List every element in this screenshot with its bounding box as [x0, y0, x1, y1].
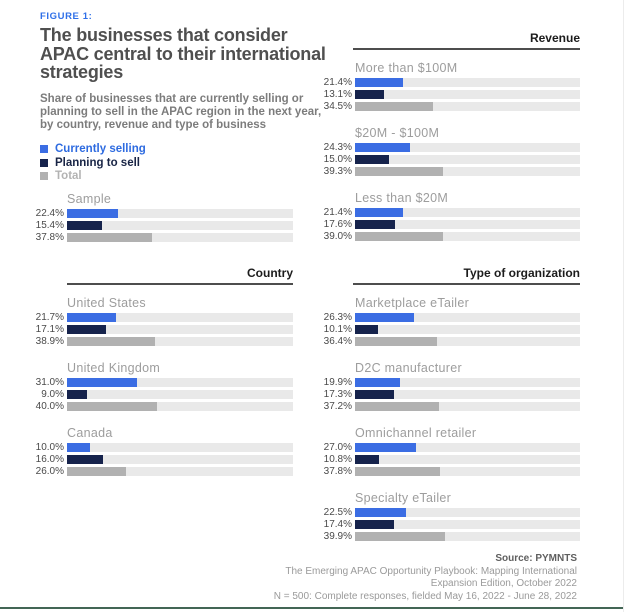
bar-row	[318, 220, 580, 229]
bar-value-label: 26.0%	[35, 466, 64, 477]
bar-track	[67, 313, 293, 322]
bar-fill-currently-selling	[67, 443, 90, 452]
bar-fill-total	[67, 467, 126, 476]
figure-label: FIGURE 1:	[40, 11, 93, 22]
bar-fill-planning-to-sell	[67, 325, 106, 334]
bar-rows	[318, 208, 580, 241]
bar-group-sample	[30, 193, 293, 245]
bar-fill-total	[355, 402, 439, 411]
bar-group-omnichannel-retailer	[318, 427, 580, 479]
group-title: Less than $20M	[355, 191, 449, 205]
bar-value-label: 36.4%	[323, 336, 352, 347]
bar-track	[355, 378, 580, 387]
bar-value-label: 27.0%	[323, 442, 352, 453]
bar-track	[355, 325, 580, 334]
figure-title: The businesses that consider APAC central to their international strategies	[40, 25, 326, 82]
bar-row	[318, 78, 580, 87]
group-title: More than $100M	[355, 61, 458, 75]
bar-row	[30, 209, 293, 218]
footer-line: N = 500: Complete responses, fielded May 16, 2022 - June 28, 2022	[273, 590, 577, 602]
bar-row	[318, 443, 580, 452]
bar-group-more-than-100m	[318, 62, 580, 114]
bar-fill-currently-selling	[355, 208, 403, 217]
bar-group-20m-100m	[318, 127, 580, 179]
legend-item-planning-to-sell	[40, 156, 340, 170]
bar-track	[355, 208, 580, 217]
header-block	[40, 11, 340, 183]
bar-track	[355, 90, 580, 99]
bar-track	[67, 390, 293, 399]
bar-value-label: 24.3%	[323, 142, 352, 153]
bar-rows	[30, 209, 293, 242]
footer-line: Expansion Edition, October 2022	[430, 578, 577, 589]
bar-fill-planning-to-sell	[355, 90, 384, 99]
bar-group-canada	[30, 427, 293, 479]
bar-track	[355, 508, 580, 517]
group-title: Specialty eTailer	[355, 491, 452, 505]
bar-row	[318, 313, 580, 322]
bar-fill-currently-selling	[355, 378, 400, 387]
bar-track	[355, 532, 580, 541]
group-title: Sample	[67, 192, 112, 206]
bar-value-label: 17.3%	[323, 389, 352, 400]
bar-fill-planning-to-sell	[355, 220, 395, 229]
section-header-country: Country	[67, 266, 293, 285]
bar-row	[30, 443, 293, 452]
bar-group-specialty-etailer	[318, 492, 580, 544]
legend-label: Total	[55, 170, 82, 183]
bar-row	[318, 102, 580, 111]
bar-fill-total	[355, 232, 443, 241]
bar-track	[355, 220, 580, 229]
group-title: $20M - $100M	[355, 126, 440, 140]
bar-track	[355, 390, 580, 399]
bar-row	[318, 378, 580, 387]
bar-value-label: 21.4%	[323, 77, 352, 88]
bar-value-label: 17.1%	[35, 324, 64, 335]
bar-track	[67, 325, 293, 334]
bar-group-united-states	[30, 297, 293, 349]
bar-track	[355, 455, 580, 464]
bar-value-label: 19.9%	[323, 377, 352, 388]
bar-value-label: 15.4%	[35, 220, 64, 231]
bar-value-label: 22.5%	[323, 507, 352, 518]
bar-rows	[30, 443, 293, 476]
bar-row	[318, 167, 580, 176]
group-title: United States	[67, 296, 146, 310]
bar-fill-currently-selling	[67, 378, 137, 387]
bar-row	[30, 378, 293, 387]
bar-value-label: 17.4%	[323, 519, 352, 530]
bar-track	[355, 467, 580, 476]
bar-value-label: 37.8%	[35, 232, 64, 243]
legend-swatch-icon	[40, 172, 48, 180]
legend	[40, 143, 340, 184]
group-title: United Kingdom	[67, 361, 161, 375]
bar-track	[355, 313, 580, 322]
bar-value-label: 9.0%	[41, 389, 64, 400]
bar-fill-total	[67, 337, 155, 346]
bar-track	[67, 233, 293, 242]
group-title: Omnichannel retailer	[355, 426, 477, 440]
bar-fill-total	[67, 233, 152, 242]
bar-track	[67, 455, 293, 464]
bar-row	[30, 313, 293, 322]
bar-fill-total	[355, 337, 437, 346]
source-line: Source: PYMNTS	[495, 553, 577, 564]
bar-value-label: 31.0%	[35, 377, 64, 388]
bar-track	[355, 78, 580, 87]
bar-fill-total	[355, 167, 443, 176]
bar-fill-total	[355, 532, 445, 541]
bar-row	[318, 520, 580, 529]
bar-row	[318, 208, 580, 217]
legend-swatch-icon	[40, 159, 48, 167]
bar-rows	[318, 378, 580, 411]
bar-row	[318, 143, 580, 152]
bar-row	[30, 325, 293, 334]
legend-label: Planning to sell	[55, 156, 140, 169]
bar-fill-planning-to-sell	[67, 390, 87, 399]
bar-value-label: 37.2%	[323, 401, 352, 412]
bar-track	[355, 520, 580, 529]
bar-value-label: 39.9%	[323, 531, 352, 542]
bar-row	[318, 455, 580, 464]
bar-track	[355, 337, 580, 346]
bar-fill-currently-selling	[355, 508, 406, 517]
group-title: Canada	[67, 426, 113, 440]
bar-rows	[318, 78, 580, 111]
bar-track	[67, 337, 293, 346]
bar-rows	[30, 313, 293, 346]
bar-value-label: 40.0%	[35, 401, 64, 412]
bar-track	[355, 402, 580, 411]
bar-value-label: 16.0%	[35, 454, 64, 465]
bar-rows	[318, 508, 580, 541]
bar-track	[67, 378, 293, 387]
bar-fill-total	[355, 467, 440, 476]
bar-group-d2c-manufacturer	[318, 362, 580, 414]
bar-rows	[318, 143, 580, 176]
legend-swatch-icon	[40, 145, 48, 153]
legend-item-currently-selling	[40, 143, 340, 157]
bar-rows	[318, 443, 580, 476]
bar-fill-planning-to-sell	[355, 325, 378, 334]
bar-track	[67, 221, 293, 230]
bar-value-label: 15.0%	[323, 154, 352, 165]
figure-subtitle: Share of businesses that are currently selling or planning to sell in the APAC region in the next year, by country, revenue and type of business	[40, 92, 322, 131]
bar-value-label: 13.1%	[323, 89, 352, 100]
bar-track	[355, 443, 580, 452]
bar-track	[67, 209, 293, 218]
footer-source-block	[237, 553, 577, 603]
bar-value-label: 39.0%	[323, 231, 352, 242]
bar-row	[318, 402, 580, 411]
footer-line: The Emerging APAC Opportunity Playbook: Mapping International	[285, 565, 577, 577]
section-header-revenue: Revenue	[353, 31, 580, 50]
bar-fill-total	[67, 402, 157, 411]
bar-group-united-kingdom	[30, 362, 293, 414]
bottom-divider	[0, 607, 624, 609]
bar-fill-currently-selling	[67, 313, 116, 322]
bar-track	[355, 155, 580, 164]
bar-value-label: 10.1%	[323, 324, 352, 335]
bar-track	[67, 467, 293, 476]
bar-row	[318, 337, 580, 346]
bar-row	[30, 390, 293, 399]
bar-row	[30, 402, 293, 411]
bar-value-label: 39.3%	[323, 166, 352, 177]
bar-fill-planning-to-sell	[355, 455, 379, 464]
bar-fill-currently-selling	[355, 443, 416, 452]
legend-item-total	[40, 170, 340, 184]
bar-fill-currently-selling	[355, 78, 403, 87]
bar-fill-total	[355, 102, 433, 111]
bar-value-label: 10.0%	[35, 442, 64, 453]
bar-row	[30, 337, 293, 346]
bar-value-label: 17.6%	[323, 219, 352, 230]
bar-value-label: 21.4%	[323, 207, 352, 218]
section-header-type-of-organization: Type of organization	[353, 266, 580, 285]
bar-rows	[30, 378, 293, 411]
bar-row	[30, 455, 293, 464]
bar-row	[318, 325, 580, 334]
bar-track	[67, 443, 293, 452]
bar-row	[318, 508, 580, 517]
bar-track	[355, 143, 580, 152]
bar-fill-currently-selling	[67, 209, 118, 218]
bar-fill-currently-selling	[355, 313, 414, 322]
bar-fill-currently-selling	[355, 143, 410, 152]
bar-row	[30, 233, 293, 242]
bar-row	[318, 467, 580, 476]
bar-value-label: 21.7%	[35, 312, 64, 323]
bar-row	[30, 467, 293, 476]
bar-row	[318, 532, 580, 541]
bar-value-label: 34.5%	[323, 101, 352, 112]
bar-row	[30, 221, 293, 230]
bar-track	[355, 232, 580, 241]
bar-fill-planning-to-sell	[67, 221, 102, 230]
bar-value-label: 37.8%	[323, 466, 352, 477]
bar-track	[355, 102, 580, 111]
bar-row	[318, 155, 580, 164]
bar-track	[67, 402, 293, 411]
bar-row	[318, 390, 580, 399]
bar-rows	[318, 313, 580, 346]
bar-value-label: 10.8%	[323, 454, 352, 465]
group-title: Marketplace eTailer	[355, 296, 470, 310]
bar-fill-planning-to-sell	[67, 455, 103, 464]
group-title: D2C manufacturer	[355, 361, 462, 375]
bar-value-label: 38.9%	[35, 336, 64, 347]
bar-value-label: 22.4%	[35, 208, 64, 219]
bar-row	[318, 232, 580, 241]
bar-fill-planning-to-sell	[355, 155, 389, 164]
bar-fill-planning-to-sell	[355, 390, 394, 399]
bar-fill-planning-to-sell	[355, 520, 394, 529]
bar-track	[355, 167, 580, 176]
legend-label: Currently selling	[55, 143, 146, 156]
bar-value-label: 26.3%	[323, 312, 352, 323]
bar-row	[318, 90, 580, 99]
bar-group-marketplace-etailer	[318, 297, 580, 349]
bar-group-less-than-20m	[318, 192, 580, 244]
